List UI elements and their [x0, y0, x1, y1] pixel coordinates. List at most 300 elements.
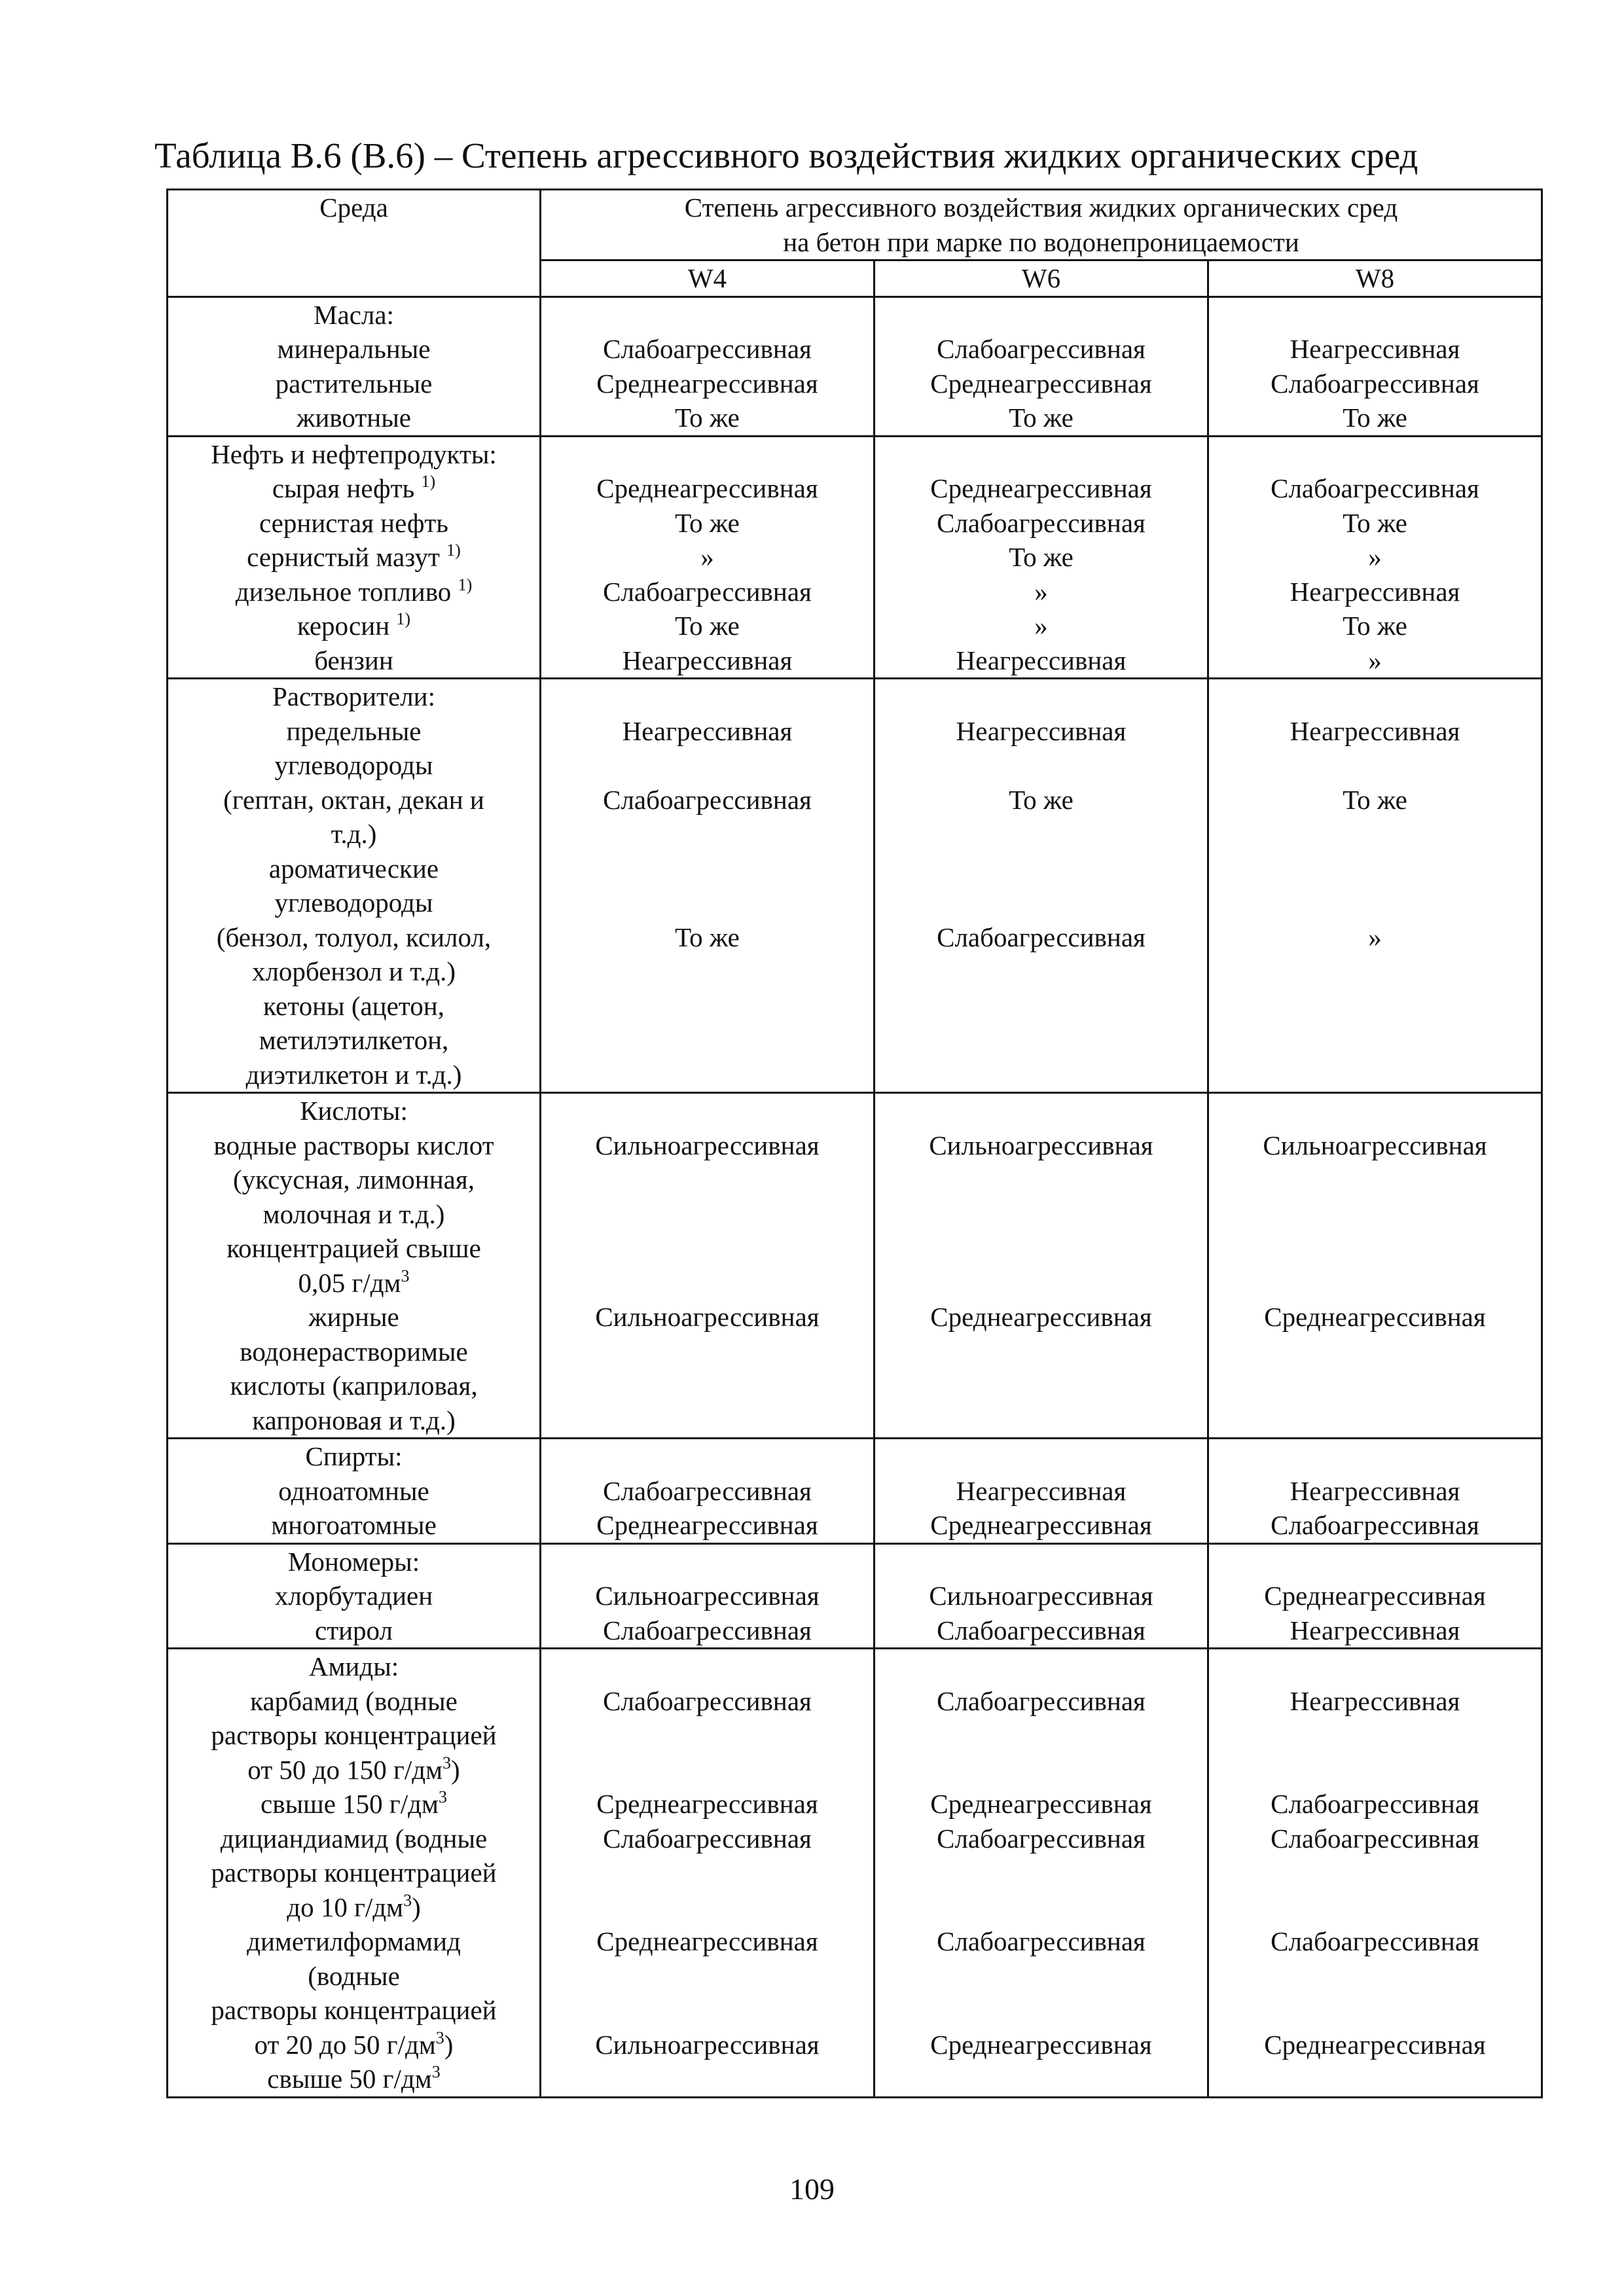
superscript: 1)	[458, 575, 473, 594]
environment-line	[168, 1128, 539, 1163]
degree-cell-w6	[875, 436, 1208, 679]
environment-line	[168, 575, 539, 609]
degree-cell-w6	[875, 1649, 1208, 2098]
header-row-1	[168, 190, 1542, 260]
text-part: от 20 до 50 г/дм	[254, 2029, 436, 2060]
environment-line	[168, 1023, 539, 1058]
degree-value: То же	[1343, 507, 1407, 538]
degree-value	[541, 989, 873, 1024]
table-row	[168, 1093, 1542, 1439]
degree-value	[541, 2062, 873, 2096]
degree-value	[541, 1753, 873, 1787]
degree-value: То же	[675, 611, 740, 641]
header-degree-line-2: на бетон при марке по водонепроницаемости	[783, 226, 1299, 257]
text-part: многоатомные	[271, 1510, 437, 1540]
degree-value	[1209, 817, 1541, 852]
environment-line	[168, 1890, 539, 1925]
environment-line	[168, 1753, 539, 1787]
degree-value	[875, 1403, 1207, 1438]
environment-cell	[168, 679, 541, 1093]
text-part: жирные	[308, 1302, 399, 1332]
text-part: 0,05 г/дм	[298, 1267, 401, 1298]
degree-value: Сильноагрессивная	[595, 1130, 820, 1160]
header-w6: W6	[875, 260, 1208, 297]
degree-cell-w8	[1208, 436, 1542, 679]
degree-value	[541, 298, 873, 332]
environment-line	[168, 1787, 539, 1821]
text-part: Амиды:	[308, 1651, 399, 1681]
text-part: диметилформамид	[247, 1926, 461, 1956]
superscript: 3	[401, 1266, 410, 1285]
degree-value	[1209, 1439, 1541, 1474]
degree-value	[541, 886, 873, 920]
table-row	[168, 1439, 1542, 1544]
degree-value: Неагрессивная	[622, 645, 793, 675]
table-row	[168, 679, 1542, 1093]
degree-value	[1209, 1094, 1541, 1128]
text-part: кетоны (ацетон,	[263, 990, 444, 1021]
degree-value: Неагрессивная	[956, 1475, 1127, 1506]
text-part: Кислоты:	[300, 1096, 408, 1126]
degree-value: То же	[1009, 403, 1074, 433]
table-row	[168, 1649, 1542, 2098]
degree-value	[875, 886, 1207, 920]
degree-cell-w6	[875, 1439, 1208, 1544]
environment-line	[168, 1684, 539, 1719]
degree-value: Слабоагрессивная	[1271, 1789, 1479, 1819]
degree-value	[541, 748, 873, 783]
degree-value: Слабоагрессивная	[603, 1823, 812, 1854]
degree-value: Неагрессивная	[622, 715, 793, 746]
degree-value	[875, 1890, 1207, 1925]
text-part: от 50 до 150 г/дм	[247, 1754, 443, 1785]
degree-value: Слабоагрессивная	[603, 334, 812, 364]
text-part: (водные	[308, 1960, 400, 1991]
degree-value	[1209, 748, 1541, 783]
degree-value: Слабоагрессивная	[937, 922, 1146, 952]
text-part: свыше 150 г/дм	[261, 1789, 439, 1819]
degree-value	[875, 1959, 1207, 1994]
environment-line	[168, 748, 539, 783]
text-part: кислоты (каприловая,	[230, 1371, 478, 1401]
environment-line	[168, 1545, 539, 1579]
environment-line	[168, 920, 539, 955]
degree-value	[1209, 1403, 1541, 1438]
degree-value	[541, 852, 873, 886]
degree-value: То же	[1009, 542, 1074, 572]
degree-value: Слабоагрессивная	[937, 507, 1146, 538]
degree-value: То же	[675, 507, 740, 538]
degree-value: Неагрессивная	[956, 715, 1127, 746]
header-environment: Среда	[168, 190, 541, 297]
degree-value: Сильноагрессивная	[929, 1130, 1153, 1160]
degree-value: Среднеагрессивная	[596, 1789, 818, 1819]
degree-value: Сильноагрессивная	[929, 1581, 1153, 1611]
environment-line	[168, 609, 539, 643]
table-caption: Таблица В.6 (В.6) – Степень агрессивного воздействия жидких органических сред	[154, 135, 1418, 175]
degree-value: Среднеагрессивная	[930, 1789, 1152, 1819]
degree-value	[875, 1718, 1207, 1753]
text-part: бензин	[314, 645, 393, 675]
degree-value	[1209, 954, 1541, 989]
environment-line	[168, 540, 539, 575]
degree-value: »	[1368, 542, 1382, 572]
text-part: углеводороды	[274, 888, 433, 918]
text-part: метилэтилкетон,	[259, 1025, 449, 1055]
text-part: Растворители:	[272, 681, 436, 711]
degree-value	[1209, 437, 1541, 472]
degree-value: »	[1034, 576, 1048, 607]
degree-value	[541, 679, 873, 714]
environment-line	[168, 679, 539, 714]
degree-value	[541, 1094, 873, 1128]
environment-line	[168, 506, 539, 541]
degree-value	[1209, 2062, 1541, 2096]
degree-cell-w4	[541, 296, 875, 436]
degree-value: »	[700, 542, 714, 572]
degree-value: Сильноагрессивная	[1263, 1130, 1487, 1160]
environment-cell	[168, 296, 541, 436]
text-part: стирол	[315, 1615, 393, 1645]
superscript: 3	[403, 1890, 412, 1910]
text-part: Мономеры:	[287, 1546, 420, 1577]
degree-value	[541, 1231, 873, 1266]
degree-value: Среднеагрессивная	[930, 1510, 1152, 1540]
degree-value: »	[1368, 645, 1382, 675]
degree-value	[1209, 1023, 1541, 1058]
page-number: 109	[789, 2172, 835, 2206]
degree-value: Неагрессивная	[1290, 334, 1460, 364]
degree-value	[875, 748, 1207, 783]
environment-line	[168, 1613, 539, 1648]
degree-value: Сильноагрессивная	[595, 1302, 820, 1332]
degree-value: Среднеагрессивная	[596, 1926, 818, 1956]
environment-line	[168, 471, 539, 506]
text-part: дизельное топливо	[235, 576, 458, 607]
degree-cell-w8	[1208, 1649, 1542, 2098]
degree-value	[875, 1753, 1207, 1787]
degree-value: То же	[675, 922, 740, 952]
degree-cell-w8	[1208, 1439, 1542, 1544]
text-part: сернистая нефть	[259, 507, 449, 538]
degree-cell-w8	[1208, 1093, 1542, 1439]
environment-line	[168, 437, 539, 472]
degree-value	[1209, 886, 1541, 920]
environment-line	[168, 886, 539, 920]
degree-value: Слабоагрессивная	[937, 1926, 1146, 1956]
degree-value: Слабоагрессивная	[937, 1823, 1146, 1854]
degree-value: Слабоагрессивная	[603, 1615, 812, 1645]
header-degree-line-1: Степень агрессивного воздействия жидких органических сред	[684, 192, 1398, 223]
degree-value	[1209, 1369, 1541, 1403]
degree-cell-w8	[1208, 296, 1542, 436]
degree-value: Слабоагрессивная	[1271, 1510, 1479, 1540]
environment-line	[168, 817, 539, 852]
degree-value	[875, 1369, 1207, 1403]
degree-value	[1209, 1890, 1541, 1925]
degree-value	[875, 1649, 1207, 1684]
degree-value: Слабоагрессивная	[1271, 368, 1479, 399]
degree-value	[1209, 298, 1541, 332]
degree-value	[875, 2062, 1207, 2096]
degree-value	[541, 1197, 873, 1232]
text-part: карбамид (водные	[250, 1685, 458, 1716]
text-part: сернистый мазут	[247, 542, 447, 572]
text-part: )	[451, 1754, 460, 1785]
degree-cell-w6	[875, 679, 1208, 1093]
degree-value	[1209, 989, 1541, 1024]
text-part: дициандиамид (водные	[220, 1823, 488, 1854]
text-part: сырая нефть	[272, 473, 422, 503]
text-part: )	[412, 1892, 421, 1922]
environment-line	[168, 2062, 539, 2096]
degree-value	[875, 1094, 1207, 1128]
degree-value	[541, 1162, 873, 1197]
degree-value	[541, 1718, 873, 1753]
degree-value	[875, 817, 1207, 852]
environment-line	[168, 401, 539, 435]
degree-value	[875, 679, 1207, 714]
degree-value	[875, 852, 1207, 886]
table-row	[168, 296, 1542, 436]
text-part: капроновая и т.д.)	[252, 1405, 456, 1435]
table-row	[168, 1543, 1542, 1649]
environment-line	[168, 1439, 539, 1474]
superscript: 3	[435, 2028, 444, 2047]
degree-value	[875, 1023, 1207, 1058]
degree-value: Неагрессивная	[1290, 715, 1460, 746]
environment-line	[168, 1856, 539, 1890]
degree-value: Среднеагрессивная	[1264, 2029, 1486, 2060]
degree-value: То же	[1343, 784, 1407, 815]
environment-line	[168, 1579, 539, 1613]
degree-value	[875, 1231, 1207, 1266]
degree-value	[875, 1545, 1207, 1579]
degree-value: Неагрессивная	[1290, 576, 1460, 607]
environment-line	[168, 1162, 539, 1197]
degree-cell-w4	[541, 679, 875, 1093]
header-degree	[541, 190, 1542, 260]
superscript: 1)	[446, 541, 461, 560]
text-part: (бензол, толуол, ксилол,	[216, 922, 492, 952]
text-part: керосин	[297, 611, 397, 641]
degree-value	[541, 954, 873, 989]
table-body	[168, 296, 1542, 2097]
text-part: растворы концентрацией	[211, 1995, 497, 2025]
degree-value	[875, 1058, 1207, 1092]
degree-cell-w6	[875, 296, 1208, 436]
environment-line	[168, 1924, 539, 1959]
degree-value	[1209, 1231, 1541, 1266]
environment-line	[168, 989, 539, 1024]
environment-line	[168, 1369, 539, 1403]
degree-cell-w4	[541, 1543, 875, 1649]
degree-value: Неагрессивная	[956, 645, 1127, 675]
text-part: растворы концентрацией	[211, 1720, 497, 1750]
degree-value	[875, 1993, 1207, 2028]
environment-line	[168, 852, 539, 886]
text-part: растительные	[275, 368, 433, 399]
degree-value	[1209, 1856, 1541, 1890]
degree-value	[541, 437, 873, 472]
environment-line	[168, 1959, 539, 1994]
degree-value	[1209, 1162, 1541, 1197]
superscript: 1)	[421, 472, 436, 491]
text-part: Нефть и нефтепродукты:	[211, 439, 497, 469]
environment-line	[168, 1335, 539, 1369]
degree-value: Среднеагрессивная	[1264, 1581, 1486, 1611]
degree-value: То же	[675, 403, 740, 433]
degree-value	[541, 1439, 873, 1474]
table-row	[168, 436, 1542, 679]
degree-value: Среднеагрессивная	[596, 368, 818, 399]
text-part: свыше 50 г/дм	[267, 2064, 432, 2094]
degree-value	[1209, 1993, 1541, 2028]
degree-value	[1209, 1753, 1541, 1787]
degree-value	[541, 1890, 873, 1925]
environment-line	[168, 714, 539, 749]
degree-value: То же	[1009, 784, 1074, 815]
degree-value: »	[1368, 922, 1382, 952]
environment-line	[168, 1094, 539, 1128]
degree-cell-w4	[541, 1439, 875, 1544]
text-part: Спирты:	[305, 1441, 403, 1471]
superscript: 3	[431, 2062, 441, 2081]
environment-line	[168, 1993, 539, 2028]
degree-cell-w6	[875, 1093, 1208, 1439]
degree-value	[875, 298, 1207, 332]
degree-value	[875, 1439, 1207, 1474]
text-part: растворы концентрацией	[211, 1857, 497, 1888]
text-part: молочная и т.д.)	[262, 1198, 445, 1229]
degree-value: То же	[1343, 403, 1407, 433]
degree-value: То же	[1343, 611, 1407, 641]
superscript: 1)	[396, 609, 411, 628]
degree-value: Слабоагрессивная	[937, 1615, 1146, 1645]
degree-cell-w6	[875, 1543, 1208, 1649]
environment-line	[168, 643, 539, 678]
degree-cell-w4	[541, 1093, 875, 1439]
degree-value	[1209, 679, 1541, 714]
aggression-table	[166, 188, 1543, 2098]
environment-line	[168, 1718, 539, 1753]
degree-value: Слабоагрессивная	[937, 1685, 1146, 1716]
environment-cell	[168, 1093, 541, 1439]
degree-value: Сильноагрессивная	[595, 2029, 820, 2060]
text-part: Масла:	[314, 299, 394, 330]
degree-value: Среднеагрессивная	[596, 473, 818, 503]
superscript: 3	[442, 1753, 452, 1772]
text-part: ароматические	[268, 853, 439, 884]
text-part: углеводороды	[274, 750, 433, 780]
environment-cell	[168, 436, 541, 679]
text-part: одноатомные	[278, 1475, 429, 1506]
environment-line	[168, 1821, 539, 1856]
degree-value: Среднеагрессивная	[596, 1510, 818, 1540]
header-w4: W4	[541, 260, 875, 297]
degree-value	[541, 1993, 873, 2028]
environment-line	[168, 1300, 539, 1335]
environment-line	[168, 1197, 539, 1232]
degree-value: Слабоагрессивная	[1271, 1823, 1479, 1854]
degree-value	[541, 1058, 873, 1092]
degree-value: Слабоагрессивная	[603, 784, 812, 815]
degree-value	[875, 954, 1207, 989]
degree-value	[1209, 1266, 1541, 1300]
environment-line	[168, 367, 539, 401]
degree-value: Слабоагрессивная	[603, 1685, 812, 1716]
degree-value	[1209, 1197, 1541, 1232]
degree-value	[541, 1335, 873, 1369]
degree-value	[541, 1266, 873, 1300]
degree-value: Слабоагрессивная	[937, 334, 1146, 364]
degree-value	[1209, 1545, 1541, 1579]
text-part: (уксусная, лимонная,	[233, 1164, 475, 1194]
header-w8: W8	[1208, 260, 1542, 297]
degree-value	[541, 1023, 873, 1058]
text-part: хлорбензол и т.д.)	[251, 956, 456, 986]
degree-value	[541, 1545, 873, 1579]
degree-value	[1209, 1335, 1541, 1369]
environment-cell	[168, 1439, 541, 1544]
degree-value	[541, 1403, 873, 1438]
degree-value: Среднеагрессивная	[930, 2029, 1152, 2060]
text-part: водонерастворимые	[240, 1336, 468, 1367]
degree-cell-w8	[1208, 1543, 1542, 1649]
degree-value	[541, 1649, 873, 1684]
environment-line	[168, 332, 539, 367]
degree-value	[541, 1856, 873, 1890]
degree-value: Слабоагрессивная	[1271, 473, 1479, 503]
degree-value	[875, 437, 1207, 472]
degree-value: Неагрессивная	[1290, 1685, 1460, 1716]
degree-value	[875, 1162, 1207, 1197]
degree-value	[541, 1959, 873, 1994]
text-part: минеральные	[277, 334, 431, 364]
text-part: диэтилкетон и т.д.)	[245, 1059, 462, 1090]
degree-value	[875, 989, 1207, 1024]
text-part: (гептан, октан, декан и	[223, 784, 484, 815]
degree-value	[1209, 1959, 1541, 1994]
degree-value	[1209, 1058, 1541, 1092]
degree-value: Слабоагрессивная	[603, 1475, 812, 1506]
degree-value	[875, 1197, 1207, 1232]
environment-line	[168, 1508, 539, 1543]
text-part: предельные	[286, 715, 422, 746]
degree-value: Среднеагрессивная	[930, 368, 1152, 399]
degree-value	[875, 1856, 1207, 1890]
text-part: до 10 г/дм	[287, 1892, 404, 1922]
degree-value: Среднеагрессивная	[1264, 1302, 1486, 1332]
environment-line	[168, 783, 539, 817]
environment-cell	[168, 1543, 541, 1649]
degree-value	[875, 1266, 1207, 1300]
degree-cell-w4	[541, 436, 875, 679]
environment-line	[168, 1231, 539, 1266]
degree-value: Неагрессивная	[1290, 1615, 1460, 1645]
environment-line	[168, 2028, 539, 2062]
degree-value	[1209, 852, 1541, 886]
degree-value: Сильноагрессивная	[595, 1581, 820, 1611]
superscript: 3	[438, 1787, 447, 1806]
degree-value: Среднеагрессивная	[930, 473, 1152, 503]
degree-value	[541, 1369, 873, 1403]
degree-value: Слабоагрессивная	[1271, 1926, 1479, 1956]
environment-line	[168, 1266, 539, 1300]
degree-value	[1209, 1649, 1541, 1684]
degree-value: Неагрессивная	[1290, 1475, 1460, 1506]
degree-value	[1209, 1718, 1541, 1753]
